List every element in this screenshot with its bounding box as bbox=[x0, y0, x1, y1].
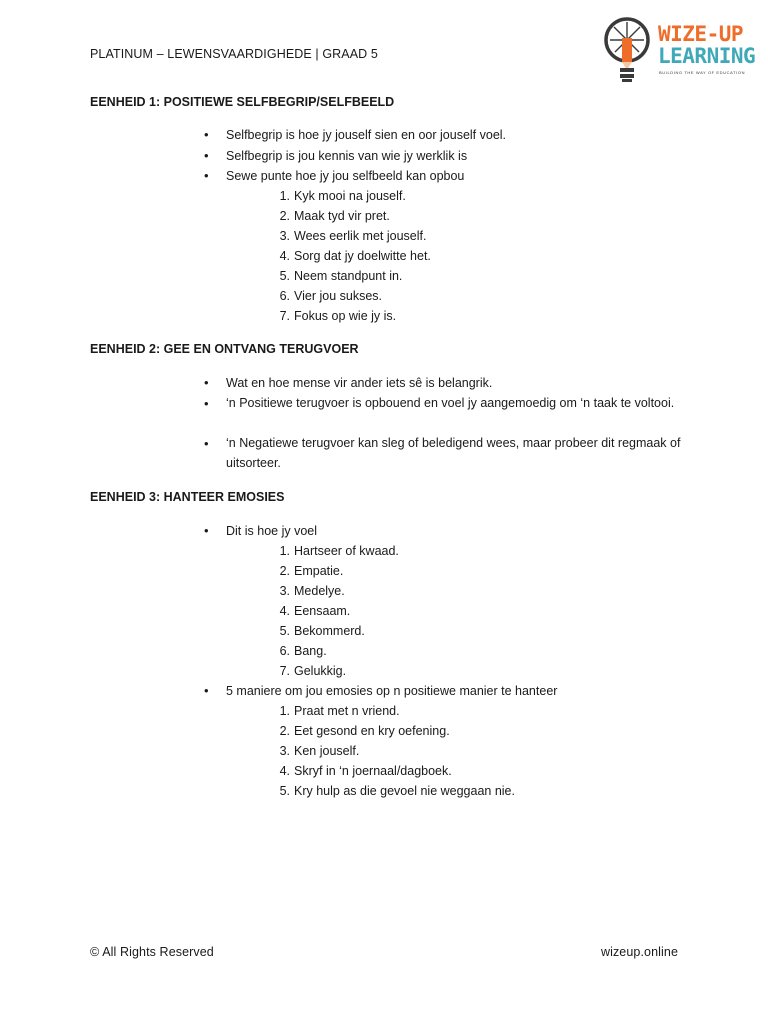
list-item: • 5 maniere om jou emosies op n positiewe manier te hanteer bbox=[204, 683, 558, 698]
list-item: • Sewe punte hoe jy jou selfbeeld kan opbou bbox=[204, 168, 465, 183]
numbered-item: 3. Medelye. bbox=[279, 584, 345, 598]
list-item: • Dit is hoe jy voel bbox=[204, 523, 318, 538]
unit3-heading: EENHEID 3: HANTEER EMOSIES bbox=[90, 490, 285, 504]
numbered-item: 5. Neem standpunt in. bbox=[279, 269, 403, 283]
numbered-item: 4. Skryf in ‘n joernaal/dagboek. bbox=[279, 764, 452, 778]
numbered-item: 1. Kyk mooi na jouself. bbox=[279, 189, 406, 203]
footer-website: wizeup.online bbox=[600, 945, 678, 959]
bullet-glyph: • bbox=[204, 148, 209, 163]
bullet-glyph: • bbox=[204, 436, 209, 451]
numbered-item: 2. Empatie. bbox=[279, 564, 344, 578]
bullet-glyph: • bbox=[204, 375, 209, 390]
numbered-item: 5. Kry hulp as die gevoel nie weggaan nie. bbox=[279, 784, 515, 798]
numbered-item: 7. Gelukkig. bbox=[279, 664, 347, 678]
logo-tagline: BUILDING THE WAY OF EDUCATION bbox=[659, 70, 746, 75]
numbered-item: 2. Eet gesond en kry oefening. bbox=[279, 724, 450, 738]
bullet-glyph: • bbox=[204, 396, 209, 411]
bullet-glyph: • bbox=[204, 683, 209, 698]
unit1-heading: EENHEID 1: POSITIEWE SELFBEGRIP/SELFBEELD bbox=[90, 95, 395, 109]
list-item: • ‘n Negatiewe terugvoer kan sleg of beledigend wees, maar probeer dit regmaak of uitsorteer. bbox=[204, 436, 681, 470]
bullet-glyph: • bbox=[204, 168, 209, 183]
footer-copyright: © All Rights Reserved bbox=[90, 945, 214, 959]
lightbulb-icon bbox=[602, 14, 652, 84]
unit2-heading: EENHEID 2: GEE EN ONTVANG TERUGVOER bbox=[90, 342, 359, 356]
bullet-glyph: • bbox=[204, 523, 209, 538]
numbered-item: 7. Fokus op wie jy is. bbox=[279, 309, 397, 323]
numbered-item: 6. Bang. bbox=[279, 644, 327, 658]
numbered-item: 1. Hartseer of kwaad. bbox=[279, 544, 399, 558]
logo-wordmark-bottom: LEARNING bbox=[658, 44, 756, 68]
numbered-item: 5. Bekommerd. bbox=[279, 624, 365, 638]
numbered-item: 6. Vier jou sukses. bbox=[279, 289, 383, 303]
numbered-item: 4. Eensaam. bbox=[279, 604, 351, 618]
bullet-glyph: • bbox=[204, 127, 209, 142]
numbered-item: 3. Wees eerlik met jouself. bbox=[279, 229, 427, 243]
numbered-item: 3. Ken jouself. bbox=[279, 744, 360, 758]
logo-wordmark-top: WIZE-UP bbox=[658, 22, 744, 46]
list-item: • Selfbegrip is jou kennis van wie jy werklik is bbox=[204, 148, 468, 163]
list-item: • ‘n Positiewe terugvoer is opbouend en voel jy aangemoedig om ‘n taak te voltooi. bbox=[226, 393, 681, 413]
numbered-item: 1. Praat met n vriend. bbox=[279, 704, 400, 718]
list-item: • Wat en hoe mense vir ander iets sê is belangrik. bbox=[204, 375, 493, 390]
list-item: • Selfbegrip is hoe jy jouself sien en oor jouself voel. bbox=[204, 127, 507, 142]
numbered-item: 2. Maak tyd vir pret. bbox=[279, 209, 390, 223]
wizeup-logo bbox=[602, 14, 756, 84]
numbered-item: 4. Sorg dat jy doelwitte het. bbox=[279, 249, 431, 263]
document-header: PLATINUM – LEWENSVAARDIGHEDE | GRAAD 5 bbox=[90, 47, 378, 61]
